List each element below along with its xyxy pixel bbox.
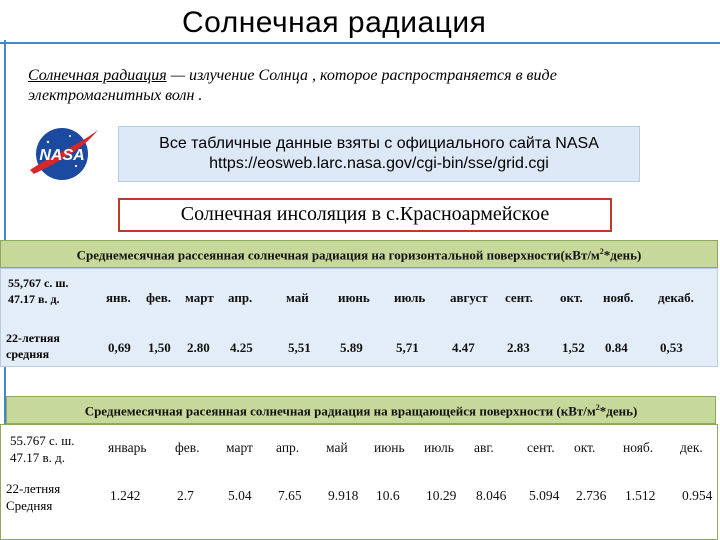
- table-cell-value: 4.25: [230, 340, 253, 355]
- month-header: май: [326, 440, 348, 455]
- month-header: май: [286, 290, 309, 305]
- month-header: фев.: [175, 440, 200, 455]
- month-header: август: [450, 290, 488, 305]
- month-header: фев.: [146, 290, 172, 305]
- subtitle-box: Солнечная инсоляция в с.Красноармейское: [118, 198, 612, 232]
- table-cell-value: 0,69: [108, 340, 131, 355]
- month-header: декаб.: [658, 290, 694, 305]
- title-bar: [0, 0, 720, 44]
- table2-header: Среднемесячная расеянная солнечная радиация на вращающейся поверхности $(кВт/м^2*день)$: [6, 396, 716, 424]
- nasa-logo-icon: [24, 120, 102, 186]
- table-cell-value: 1.242: [110, 488, 141, 503]
- table1-header: Среднемесячная рассеянная солнечная радиация на горизонтальной $поверхности(кВт/м^2*день)$: [0, 240, 718, 268]
- table-cell-value: 9.918: [328, 488, 359, 503]
- table2-row-label: 22-летняя Средняя: [6, 481, 61, 513]
- table1-location: 55,767 с. ш. 47.17 в. д.: [8, 276, 69, 306]
- month-header: окт.: [574, 440, 596, 455]
- month-header: авг.: [474, 440, 494, 455]
- table-cell-value: 2.83: [507, 340, 530, 355]
- definition-term: Солнечная радиация: [28, 67, 167, 84]
- table-cell-value: 7.65: [278, 488, 302, 503]
- table-cell-value: 8.046: [476, 488, 507, 503]
- table-cell-value: 5.094: [529, 488, 560, 503]
- month-header: нояб.: [623, 440, 654, 455]
- month-header: нояб.: [603, 290, 634, 305]
- month-header: июль: [394, 290, 426, 305]
- table-cell-value: 2.7: [177, 488, 194, 503]
- table-cell-value: 4.47: [452, 340, 475, 355]
- source-note: [118, 126, 640, 182]
- source-url[interactable]: https://eosweb.larc.nasa.gov/cgi-bin/sse/grid.cgi: [209, 155, 549, 172]
- month-header: март: [226, 440, 253, 455]
- table-cell-value: 5,51: [288, 340, 311, 355]
- table-cell-value: 1,52: [562, 340, 585, 355]
- month-header: апр.: [276, 440, 300, 455]
- table-cell-value: 1,50: [148, 340, 171, 355]
- month-header: окт.: [560, 290, 583, 305]
- table-cell-value: 5.89: [340, 340, 363, 355]
- month-header: июнь: [338, 290, 370, 305]
- month-header: январь: [108, 440, 147, 455]
- table-cell-value: 0.84: [605, 340, 628, 355]
- table-cell-value: 5,71: [396, 340, 419, 355]
- month-header: апр.: [228, 290, 253, 305]
- table1-row-label: 22-летняя средняя: [6, 331, 60, 361]
- table-cell-value: 0.954: [682, 488, 713, 503]
- month-header: янв.: [106, 290, 131, 305]
- definition-body: — излучение Солнца , которое распространяется в виде электромагнитных волн .: [28, 67, 557, 104]
- table-cell-value: 2.80: [187, 340, 210, 355]
- page-title: Солнечная радиация: [182, 6, 487, 39]
- table-cell-value: 1.512: [625, 488, 656, 503]
- month-header: март: [185, 290, 214, 305]
- table-cell-value: 5.04: [228, 488, 252, 503]
- table2-location: 55.767 с. ш. 47.17 в. д.: [10, 433, 75, 465]
- nasa-logo-text: NASA: [39, 147, 85, 164]
- definition-text: [28, 66, 668, 106]
- table-cell-value: 2.736: [576, 488, 607, 503]
- table-cell-value: 10.6: [376, 488, 400, 503]
- table-cell-value: 10.29: [426, 488, 457, 503]
- month-header: сент.: [527, 440, 555, 455]
- month-header: июнь: [374, 440, 405, 455]
- source-line-1: Все табличные данные взяты с официального сайта NASA: [159, 135, 599, 152]
- table-cell-value: 0,53: [660, 340, 683, 355]
- month-header: июль: [424, 440, 454, 455]
- month-header: дек.: [680, 440, 703, 455]
- month-header: сент.: [505, 290, 533, 305]
